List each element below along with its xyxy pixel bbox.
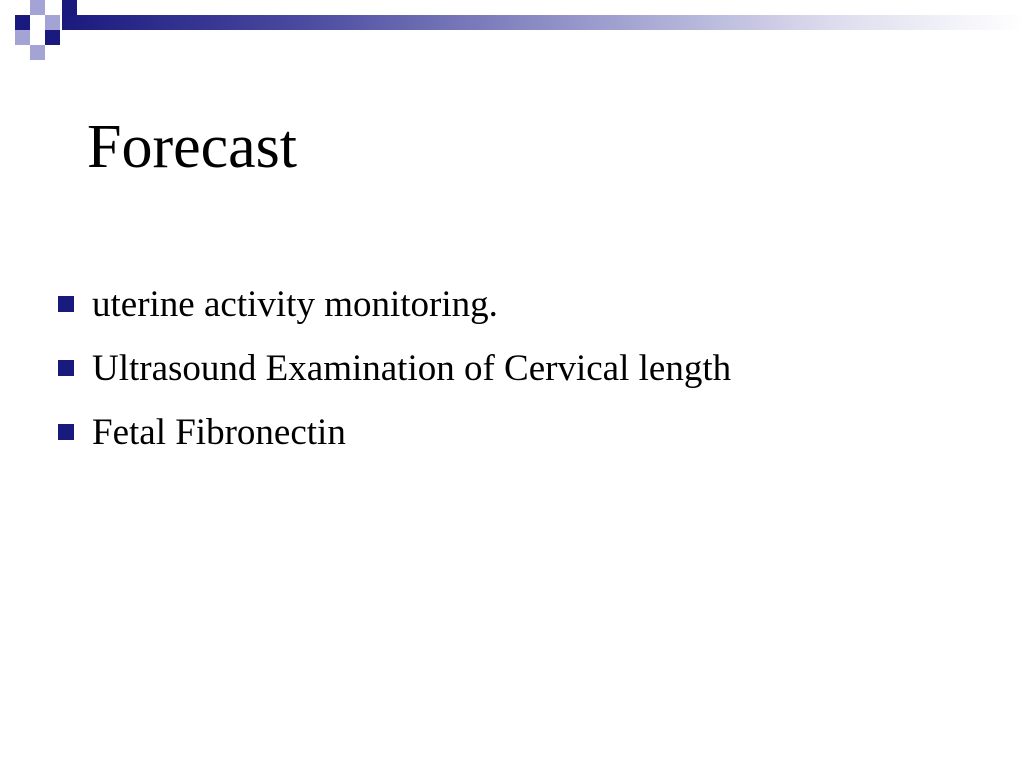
- header-gradient-bar: [62, 15, 1024, 30]
- bullet-text: Ultrasound Examination of Cervical length: [92, 347, 732, 389]
- decor-square: [30, 45, 45, 60]
- bullet-item: [58, 272, 988, 336]
- bullet-list: [58, 272, 988, 464]
- square-bullet-icon: [58, 360, 74, 376]
- decor-square: [45, 15, 60, 30]
- bullet-text: uterine activity monitoring.: [92, 283, 498, 325]
- bullet-item: [58, 336, 988, 400]
- decor-square: [30, 0, 45, 15]
- bullet-item: [58, 400, 988, 464]
- bullet-text: Fetal Fibronectin: [92, 411, 346, 453]
- square-bullet-icon: [58, 424, 74, 440]
- decor-square: [15, 15, 30, 30]
- square-bullet-icon: [58, 296, 74, 312]
- decor-square: [62, 0, 77, 15]
- decor-square: [15, 30, 30, 45]
- decor-square: [45, 30, 60, 45]
- slide-title: Forecast: [87, 113, 298, 181]
